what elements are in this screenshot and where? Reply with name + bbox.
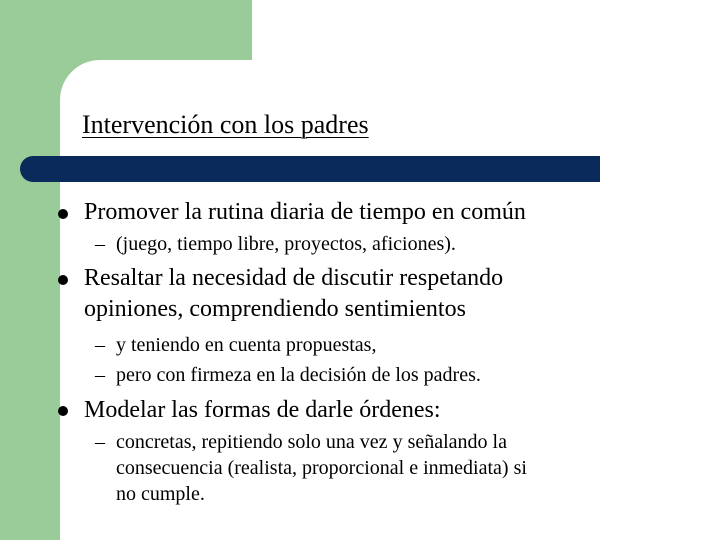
- dash-2-1: –: [95, 334, 105, 356]
- bullet-3-sub-line-1: concretas, repitiendo solo una vez y señalando la: [116, 431, 507, 453]
- bullet-2-line-2: opiniones, comprendiendo sentimientos: [84, 296, 466, 322]
- dash-3-1: –: [95, 431, 105, 453]
- bullet-3-sub-line-3: no cumple.: [116, 483, 205, 505]
- bullet-1-sub-1: (juego, tiempo libre, proyectos, aficiones).: [116, 233, 456, 255]
- bullet-dot-1: [58, 209, 68, 219]
- title-divider-bar: [20, 156, 600, 182]
- bullet-2-sub-1: y teniendo en cuenta propuestas,: [116, 334, 377, 356]
- bullet-3-sub-line-2: consecuencia (realista, proporcional e inmediata) si: [116, 457, 527, 479]
- bullet-2-line-1: Resaltar la necesidad de discutir respetando: [84, 265, 504, 291]
- bullet-3-text: Modelar las formas de darle órdenes:: [84, 397, 441, 423]
- dash-2-2: –: [95, 364, 105, 386]
- slide-title: Intervención con los padres: [82, 110, 369, 139]
- bullet-1-text: Promover la rutina diaria de tiempo en común: [84, 199, 526, 225]
- bullet-2-sub-2: pero con firmeza en la decisión de los padres.: [116, 364, 481, 386]
- dash-1-1: –: [95, 233, 105, 255]
- bullet-dot-2: [58, 275, 68, 285]
- bullet-dot-3: [58, 406, 68, 416]
